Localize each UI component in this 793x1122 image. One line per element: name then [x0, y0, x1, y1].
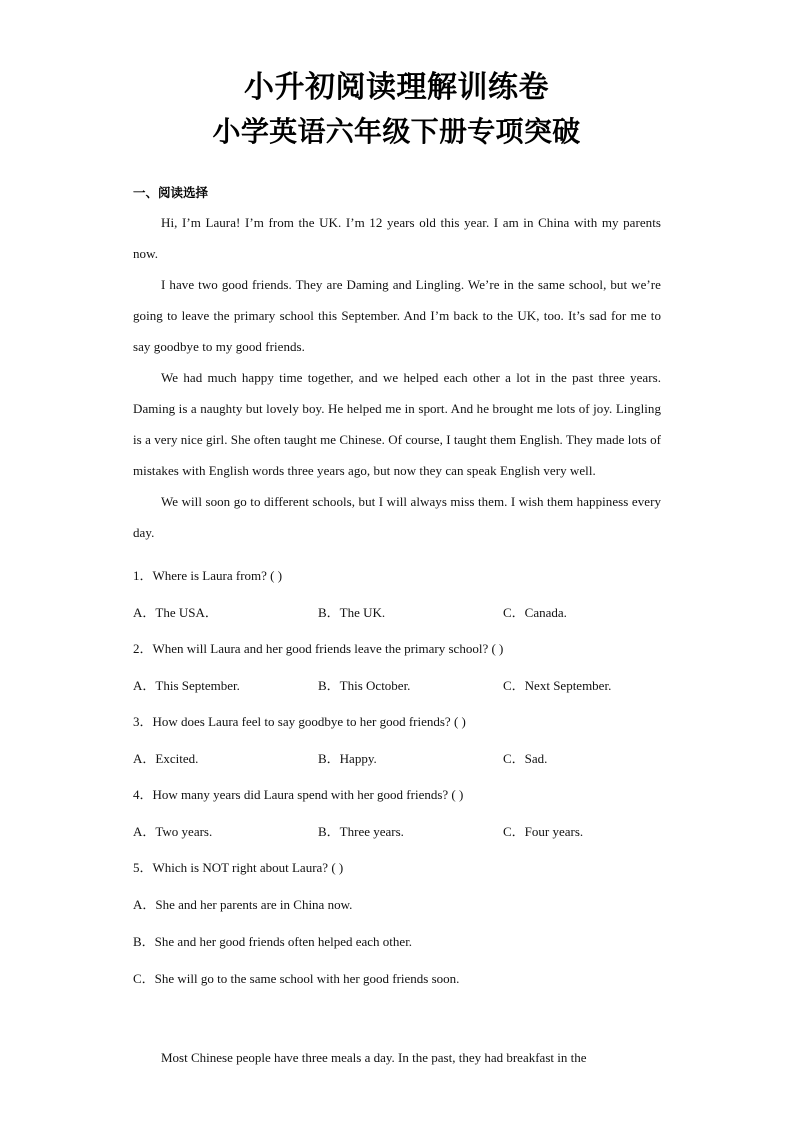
question-options-row: [133, 813, 661, 850]
option-c[interactable]: C．She will go to the same school with her good friends soon.: [133, 971, 460, 986]
question-options-stack: [133, 886, 661, 997]
option-b[interactable]: B．This October.: [318, 678, 411, 693]
document-title-line-2: 小学英语六年级下册专项突破: [212, 115, 581, 148]
section-heading-reading-choice: 一、阅读选择: [133, 185, 209, 200]
option-c[interactable]: C．Four years.: [503, 824, 584, 839]
option-c[interactable]: C．Sad.: [503, 751, 548, 766]
document-title-block: [0, 66, 793, 152]
passage-paragraph: I have two good friends. They are Daming and Lingling. We’re in the same school, but we’re going to leave the primary school this September. And I’m back to the UK, too. It’s sad for me to say goodbye to my good friends.: [133, 277, 661, 354]
question-stem: 5．Which is NOT right about Laura? ( ): [133, 860, 344, 875]
question-stem: 4．How many years did Laura spend with her good friends? ( ): [133, 787, 464, 802]
question-item: [133, 631, 661, 704]
option-c[interactable]: C．Next September.: [503, 678, 612, 693]
option-a[interactable]: A．She and her parents are in China now.: [133, 897, 353, 912]
option-a[interactable]: A．The USA．: [133, 605, 218, 620]
option-b[interactable]: B．She and her good friends often helped each other.: [133, 934, 413, 949]
option-b[interactable]: B．The UK.: [318, 605, 386, 620]
question-item: [133, 777, 661, 850]
question-stem: 2．When will Laura and her good friends leave the primary school? ( ): [133, 641, 504, 656]
question-options-row: [133, 594, 661, 631]
option-a[interactable]: A．This September.: [133, 678, 240, 693]
document-title-line-1: 小升初阅读理解训练卷: [244, 70, 549, 105]
question-options-row: [133, 667, 661, 704]
document-content: [133, 184, 661, 997]
next-passage-first-line: Most Chinese people have three meals a day. In the past, they had breakfast in the: [161, 1050, 587, 1065]
passage-paragraph: Hi, I’m Laura! I’m from the UK. I’m 12 years old this year. I am in China with my parents now.: [133, 215, 661, 261]
option-b[interactable]: B．Happy.: [318, 751, 377, 766]
question-item: [133, 704, 661, 777]
passage-paragraph: We will soon go to different schools, but I will always miss them. I wish them happiness every day.: [133, 494, 661, 540]
question-list: [133, 558, 661, 997]
option-b[interactable]: B．Three years.: [318, 824, 404, 839]
question-options-row: [133, 740, 661, 777]
question-item: [133, 558, 661, 631]
question-item: [133, 850, 661, 997]
option-a[interactable]: A．Two years.: [133, 824, 213, 839]
passage-paragraph: We had much happy time together, and we helped each other a lot in the past three years. Daming is a naughty but lovely boy. He helped me in sport. And he brought me lots of joy. Lingling is a very nice girl. She often taught me Chinese. Of course, I taught them English. They made lots of mistakes with English words three years ago, but now they can speak English very well.: [133, 370, 661, 478]
question-stem: 3．How does Laura feel to say goodbye to her good friends? ( ): [133, 714, 466, 729]
question-stem: 1．Where is Laura from? ( ): [133, 568, 283, 583]
option-c[interactable]: C．Canada.: [503, 605, 567, 620]
option-a[interactable]: A．Excited.: [133, 751, 199, 766]
